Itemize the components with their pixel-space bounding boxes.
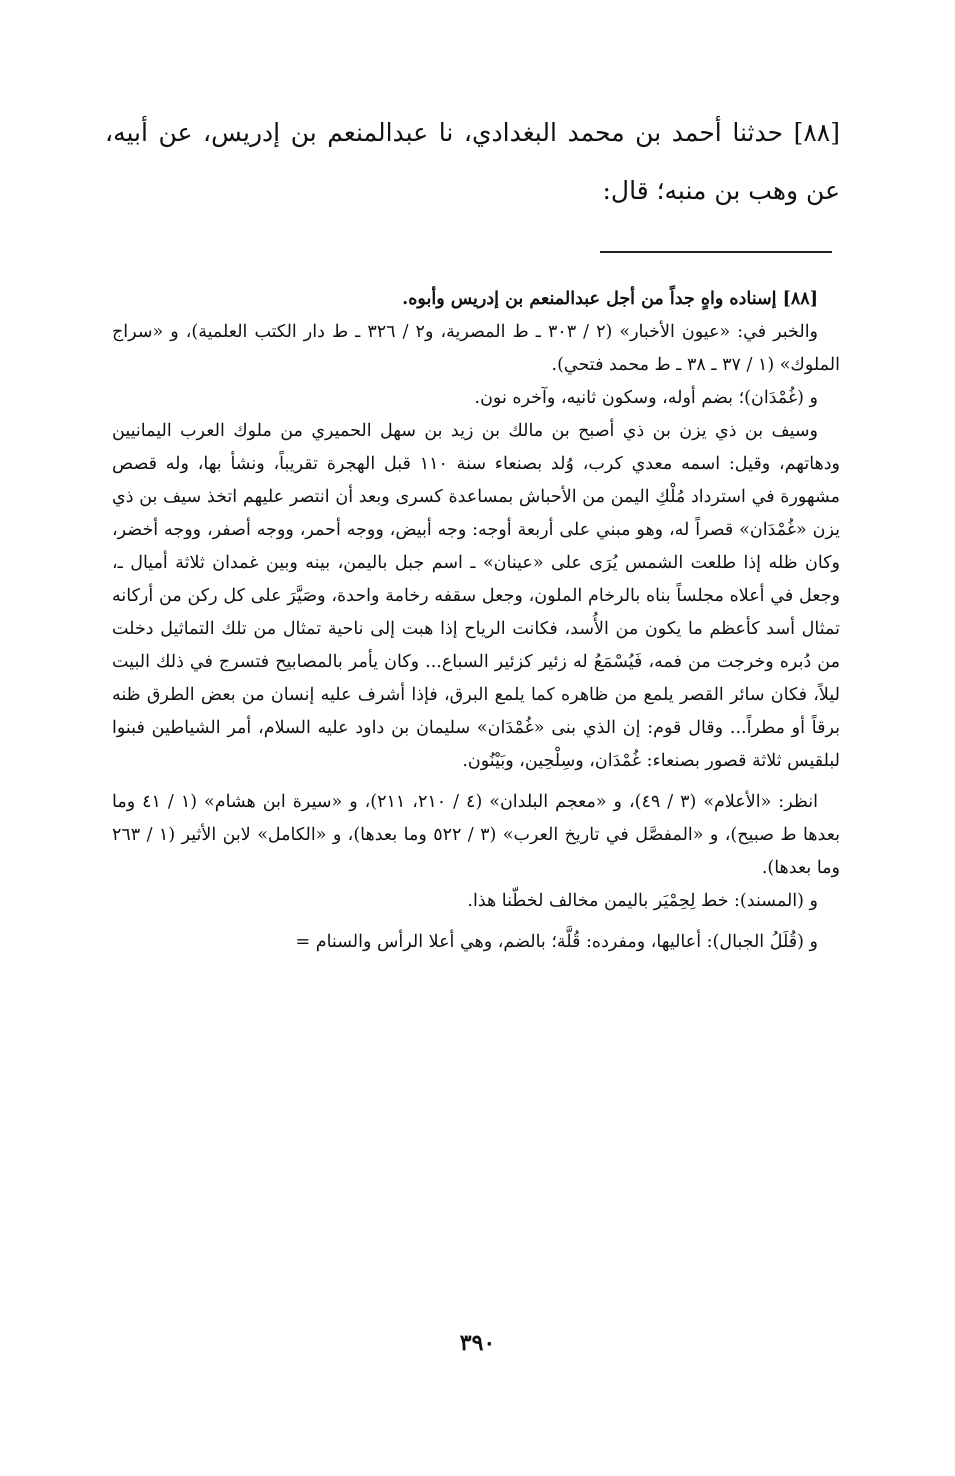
footnotes-section [112,283,840,959]
footnote-qulal-note: و (قُلَلُ الجبال): أعاليها، ومفرده: قُلَّة؛ بالضم، وهي أعلا الرأس والسنام = [295,932,818,952]
footnote-references: انظر: «الأعلام» (٣ / ٤٩)، و «معجم البلدان» (٤ / ٢١٠، ٢١١)، و «سيرة ابن هشام» (١ / ٤١ وما بعدها ط صبيح)، و «المفصَّل في تاريخ العرب» (٣ / ٥٢٢ وما بعدها)، و «الكامل» لابن الأثير (١ / ٢٦٣ وما بعدها). [112,792,841,878]
footnote-separator [600,251,832,253]
footnote-heading: [٨٨] إسناده واهٍ جداً من أجل عبدالمنعم بن إدريس وأبوه. [402,289,818,309]
footnote-saif-biography: وسيف بن ذي يزن بن ذي أصبح بن مالك بن زيد بن سهل الحميري من ملوك العرب اليمانيين ودهاتهم، وقيل: اسمه معدي كرب، وُلد بصنعاء سنة ١١٠ قبل الهجرة تقريباً، ونشأ بها، وله قصص مشهورة في استرداد مُلْكِ اليمن من الأحباش بمساعدة كسرى وبعد أن انتصر عليهم اتخذ سيف بن ذي يزن «غُمْدَان» قصراً له، وهو مبني على أربعة أوجه: وجه أبيض، ووجه أحمر، ووجه أصفر، ووجه أخضر، وكان ظله إذا طلعت الشمس يُرَى على «عينان» ـ اسم جبل باليمن، بينه وبين غمدان ثلاثة أميال ـ، وجعل في أعلاه مجلساً بناه بالرخام الملون، وجعل سقفه رخامة واحدة، وصَيَّرَ على كل ركن من أركانه تمثال أسد كأعظم ما يكون من الأُسد، فكانت الرياح إذا هبت إلى ناحية تمثال من تلك التماثيل دخلت من دُبره وخرجت من فمه، فَيُسْمَعُ له زئير كزئير السباع... وكان يأمر بالمصابيح فتسرج في ذلك البيت ليلاً، فكان سائر القصر يلمع من ظاهره كما يلمع البرق، فإذا أشرف عليه إنسان من بعض الطرق ظنه برقاً أو مطراً... وقال قوم: إن الذي بنى «غُمْدَان» سليمان بن داود عليه السلام، أمر الشياطين فبنوا لبلقيس ثلاثة قصور بصنعاء: غُمْدَان، وسِلْحِين، وبَيْنُون. [112,421,840,771]
footnote-sources: والخبر في: «عيون الأخبار» (٢ / ٣٠٣ ـ ط المصرية، و٢ / ٣٢٦ ـ ط دار الكتب العلمية)، و «سراج الملوك» (١ / ٣٧ ـ ٣٨ ـ ط محمد فتحي). [112,322,840,375]
page-number: ٣٩٠ [459,1330,496,1356]
hadith-paragraph: [٨٨] حدثنا أحمد بن محمد البغدادي، نا عبدالمنعم بن إدريس، عن أبيه، عن وهب بن منبه؛ قال: [105,118,840,205]
footnote-musnad-note: و (المسند): خط لِحِمْيَر باليمن مخالف لخطّنا هذا. [467,891,818,911]
hadith-text [105,104,840,220]
footnote-ghumdan-note: و (غُمْدَان)؛ بضم أوله، وسكون ثانيه، وآخره نون. [474,388,818,408]
